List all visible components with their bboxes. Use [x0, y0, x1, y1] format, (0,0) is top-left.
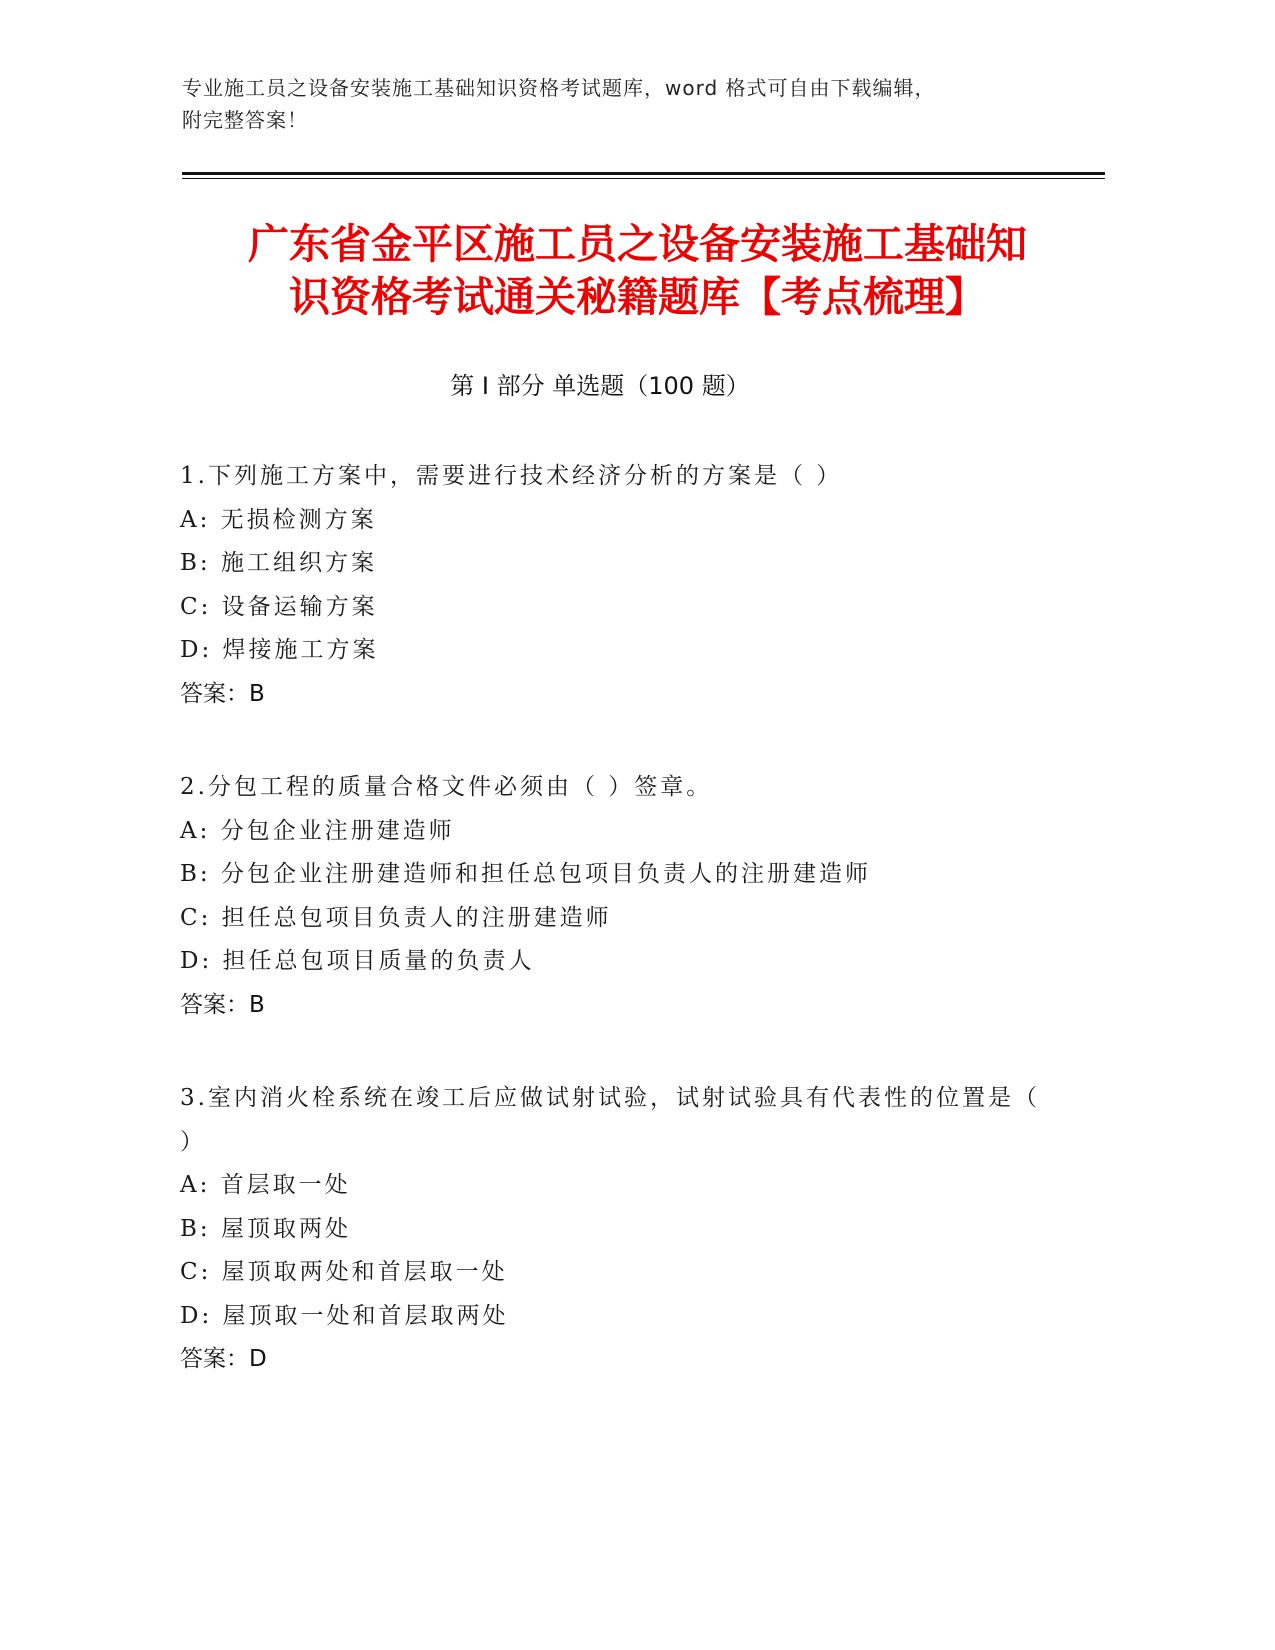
header-divider-thin — [182, 178, 1105, 179]
header-note-line-1: 专业施工员之设备安装施工基础知识资格考试题库，word 格式可自由下载编辑， — [182, 76, 936, 100]
question-list — [180, 455, 1040, 1432]
question-1 — [180, 455, 1040, 716]
document-title-line-1: 广东省金平区施工员之设备安装施工基础知 — [248, 220, 1027, 268]
answer: 答案：D — [180, 1346, 267, 1372]
question-3 — [180, 1077, 1040, 1382]
document-title-line-2: 识资格考试通关秘籍题库【考点梳理】 — [289, 273, 986, 321]
option-d: D: 焊接施工方案 — [180, 637, 379, 663]
document-title — [150, 218, 1125, 324]
option-c: C: 屋顶取两处和首层取一处 — [180, 1259, 508, 1285]
option-b: B: 屋顶取两处 — [180, 1215, 351, 1242]
option-b: B: 分包企业注册建造师和担任总包项目负责人的注册建造师 — [180, 861, 871, 887]
option-b: B: 施工组织方案 — [180, 550, 377, 576]
option-a: A: 首层取一处 — [180, 1172, 351, 1198]
header-divider-thick — [182, 172, 1105, 175]
question-stem: 2.分包工程的质量合格文件必须由（ ）签章。 — [180, 774, 713, 800]
answer: 答案：B — [180, 680, 265, 707]
option-a: A: 无损检测方案 — [180, 506, 377, 533]
question-2 — [180, 766, 1040, 1027]
answer: 答案：B — [180, 991, 265, 1018]
section-title: 第 I 部分 单选题（100 题） — [450, 372, 750, 400]
option-c: C: 设备运输方案 — [180, 593, 378, 620]
option-a: A: 分包企业注册建造师 — [180, 817, 455, 844]
question-stem: 3.室内消火栓系统在竣工后应做试射试验，试射试验具有代表性的位置是（ ） — [180, 1085, 1040, 1155]
question-stem: 1.下列施工方案中，需要进行技术经济分析的方案是（ ） — [180, 463, 843, 489]
option-c: C: 担任总包项目负责人的注册建造师 — [180, 904, 612, 931]
header-note-line-2: 附完整答案！ — [182, 108, 308, 132]
option-d: D: 担任总包项目质量的负责人 — [180, 948, 535, 974]
option-d: D: 屋顶取一处和首层取两处 — [180, 1302, 509, 1329]
header-note — [182, 72, 1082, 136]
